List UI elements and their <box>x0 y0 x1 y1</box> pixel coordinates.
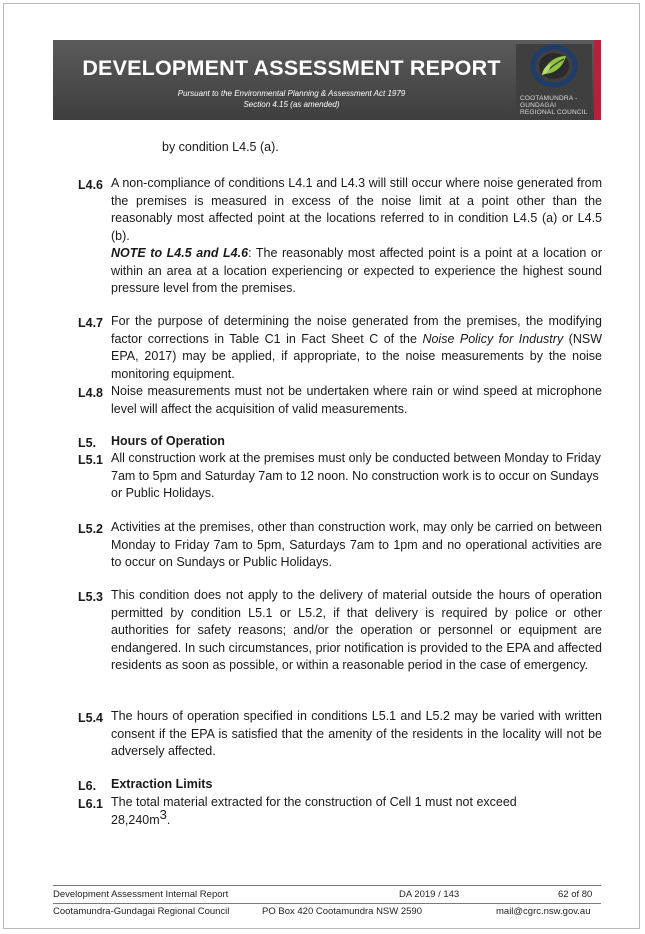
footer-divider <box>53 885 601 886</box>
header-accent-bar <box>594 40 601 120</box>
condition-number: L5.2 <box>78 522 104 536</box>
condition-number: L5.3 <box>78 590 104 604</box>
condition-text: All construction work at the premises must only be conducted between Monday to Friday 7am to 5pm and Saturday 7am to 12 noon. No construction work is to occur on Sundays or Public Holidays. <box>111 451 601 500</box>
condition-body: For the purpose of determining the noise generated from the premises, the modifying factor corrections in Table C1 in Fact Sheet C of the <box>111 314 602 346</box>
condition-number: L5.4 <box>78 711 104 725</box>
condition-body-cont: (NSW EPA, 2017) may be applied, if appropriate, to the noise measurements by the noise monitoring equipment. <box>111 331 602 381</box>
logo-caption: COOTAMUNDRA - GUNDAGAI REGIONAL COUNCIL <box>520 95 588 116</box>
cubic-superscript: 3 <box>159 806 167 822</box>
condition-number: L4.7 <box>78 316 104 330</box>
footer-council: Cootamundra-Gundagai Regional Council <box>53 906 230 917</box>
footer-da-number: DA 2019 / 143 <box>399 889 460 900</box>
condition-text: This condition does not apply to the delivery of material outside the hours of operation permitted by condition L5.1 or L5.2, if that delivery is required by police or other authorities for safety reasons; and/or the operation or personnel or equipment are endangered. In such circumstances, prior notification is provided to the EPA and affected residents as soon as possible, or within a reasonable period in the case of emergency. <box>111 588 602 672</box>
volume-value: 28,240m <box>111 812 160 827</box>
condition-text: Noise measurements must not be undertaken where rain or wind speed at microphone level will affect the acquisition of valid measurements. <box>111 384 602 416</box>
section-number: L6. <box>78 779 97 793</box>
condition-text <box>111 175 602 298</box>
condition-text: Activities at the premises, other than construction work, may only be carried on between Monday to Friday 7am to 5pm, Saturdays 7am to 1pm and no operational activities are to occur on Sundays or Public Holidays. <box>111 520 602 569</box>
footer-report-name: Development Assessment Internal Report <box>53 889 229 900</box>
condition-text: The hours of operation specified in conditions L5.1 and L5.2 may be varied with written consent if the EPA is satisfied that the amenity of the residents in the locality will not be adversely affected. <box>111 709 602 758</box>
condition-body: The total material extracted for the construction of Cell 1 must not exceed <box>111 795 517 809</box>
section-number: L5. <box>78 436 97 450</box>
note-label: NOTE to L4.5 and L4.6 <box>111 246 249 260</box>
note-text: : The reasonably most affected point is a point at a location or within an area at a location experiencing or expected to experience the highest sound pressure level from the premises. <box>111 246 602 295</box>
footer-email: mail@cgrc.nsw.gov.au <box>496 906 591 917</box>
footer-page-number: 62 of 80 <box>558 889 593 900</box>
section-heading: Hours of Operation <box>111 434 225 448</box>
footer-divider <box>53 903 601 904</box>
condition-number: L5.1 <box>78 453 104 467</box>
report-subtitle-section: Section 4.15 (as amended) <box>243 100 340 109</box>
condition-number: L4.8 <box>78 386 104 400</box>
condition-text <box>111 313 602 383</box>
condition-body: A non-compliance of conditions L4.1 and L4.3 will still occur where noise generated from the premises is measured in excess of the noise limit at a point other than the reasonably most affected point at the locations referred to in condition L4.5 (a) or L4.5 (b). <box>111 176 602 243</box>
condition-number: L6.1 <box>78 797 104 811</box>
condition-number: L4.6 <box>78 178 104 192</box>
footer-address: PO Box 420 Cootamundra NSW 2590 <box>262 906 423 917</box>
condition-text <box>111 794 551 829</box>
section-heading: Extraction Limits <box>111 777 213 791</box>
continued-text: by condition L4.5 (a). <box>162 140 279 154</box>
period: . <box>166 812 171 827</box>
policy-title: Noise Policy for Industry <box>422 331 564 346</box>
report-subtitle-act: Pursuant to the Environmental Planning & Assessment Act 1979 <box>177 89 406 98</box>
report-title: DEVELOPMENT ASSESSMENT REPORT <box>82 56 501 80</box>
